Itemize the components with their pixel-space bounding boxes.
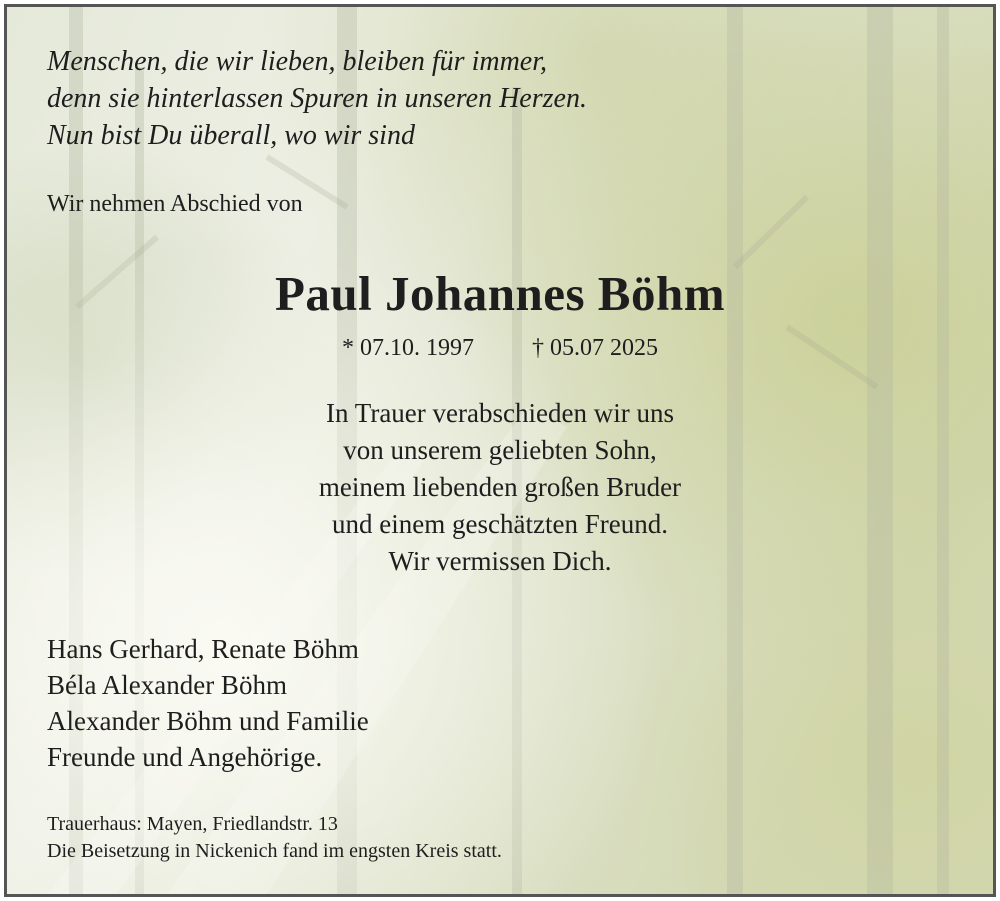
burial-note: Die Beisetzung in Nickenich fand im engsten Kreis statt. bbox=[47, 840, 502, 862]
quote-line: denn sie hinterlassen Spuren in unseren Herzen. bbox=[47, 83, 587, 114]
mourning-line: In Trauer verabschieden wir uns bbox=[326, 398, 674, 428]
mourning-text bbox=[7, 395, 993, 580]
life-dates bbox=[7, 335, 993, 362]
mourning-line: meinem liebenden großen Bruder bbox=[318, 472, 682, 502]
mourning-line: Wir vermissen Dich. bbox=[388, 546, 612, 576]
farewell-intro: Wir nehmen Abschied von bbox=[47, 191, 303, 217]
memorial-quote bbox=[47, 43, 587, 154]
family-member: Hans Gerhard, Renate Böhm bbox=[47, 634, 359, 664]
death-date: † 05.07 2025 bbox=[532, 335, 658, 361]
quote-line: Nun bist Du überall, wo wir sind bbox=[47, 120, 415, 151]
deceased-name: Paul Johannes Böhm bbox=[274, 266, 726, 321]
footer-notes bbox=[47, 811, 502, 865]
family-member: Béla Alexander Böhm bbox=[47, 670, 287, 700]
quote-line: Menschen, die wir lieben, bleiben für immer, bbox=[47, 46, 548, 77]
family-member: Freunde und Angehörige. bbox=[47, 742, 323, 772]
family-signatures bbox=[47, 631, 369, 775]
mourning-house-address: Trauerhaus: Mayen, Friedlandstr. 13 bbox=[47, 813, 338, 835]
family-member: Alexander Böhm und Familie bbox=[47, 706, 369, 736]
mourning-line: und einem geschätzten Freund. bbox=[332, 509, 668, 539]
mourning-line: von unserem geliebten Sohn, bbox=[343, 435, 657, 465]
birth-date: * 07.10. 1997 bbox=[342, 335, 474, 361]
obituary-notice bbox=[4, 4, 996, 897]
